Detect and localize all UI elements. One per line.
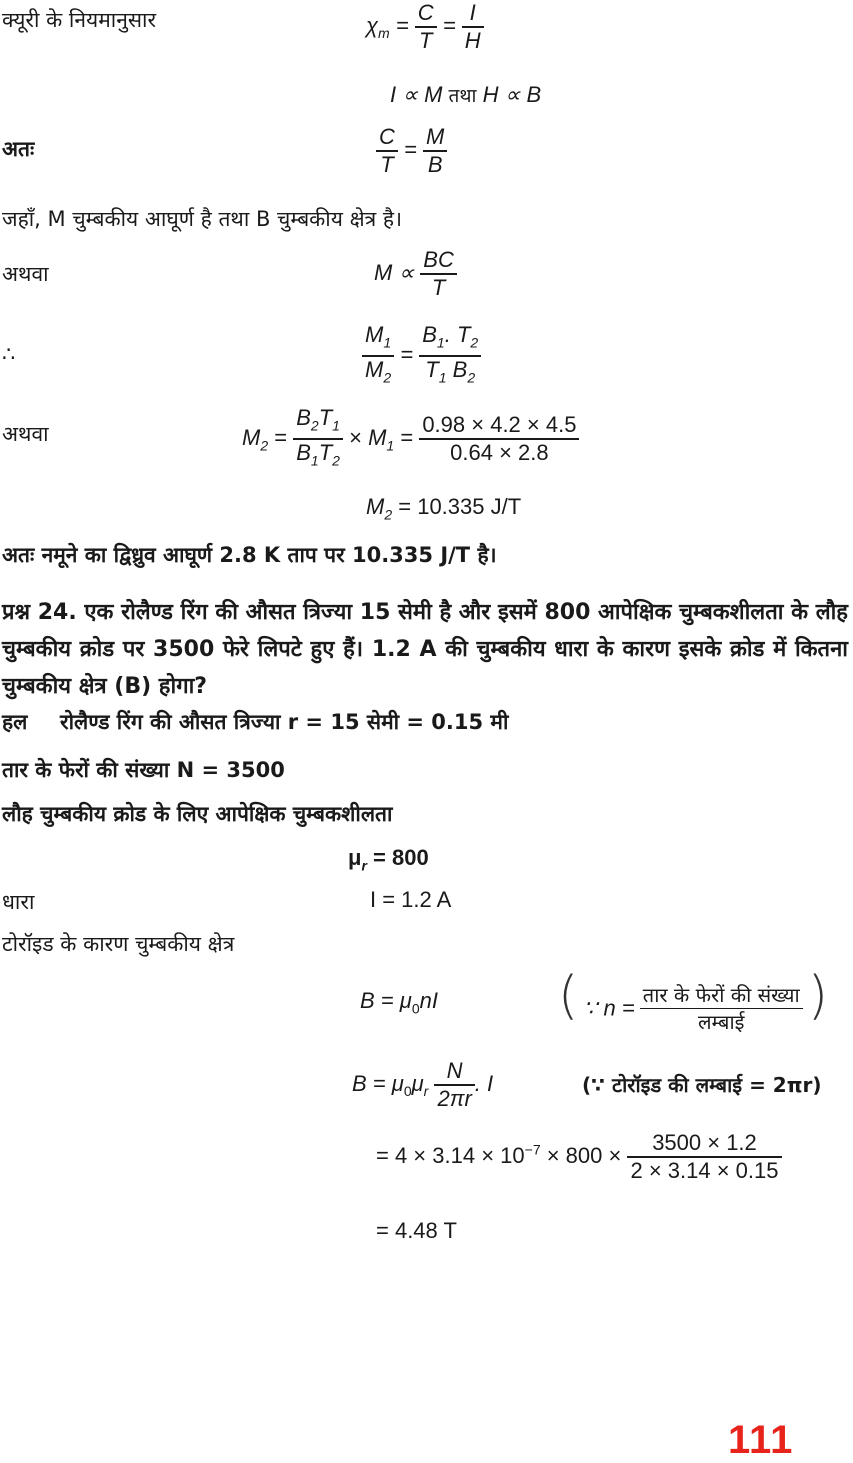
atah-label: अतः [2, 137, 35, 161]
m2-equation: $M_2$ = $\frac{B_2T_1}{B_1T_2}$ × $M_1$ = $\frac{0.98 \times 4.2 \times 4.5}{0.64 \times 2.8}$ [242, 405, 579, 474]
mu-r-equation: $\mu_r = 800$ [348, 845, 429, 874]
question-24: प्रश्न 24. एक रोलैण्ड रिंग की औसत त्रिज्या 15 सेमी है और इसमें 800 आपेक्षिक चुम्बकशीलता के लौह चुम्बकीय क्रोड पर 3500 फेरे लिपटे हुए हैं। 1.2 A की चुम्बकीय धारा के कारण इसके क्रोड में कितना चुम्बकीय क्षेत्र (B) होगा? [2, 600, 848, 699]
radius-line: रोलैण्ड रिंग की औसत त्रिज्या r = 15 सेमी = 0.15 मी [60, 710, 509, 734]
b-full-equation: $B = \mu_0\mu_r$ $\frac{N}{2\pi r}$ . I [352, 1058, 494, 1111]
definition-line: जहाँ, M चुम्बकीय आघूर्ण है तथा B चुम्बकीय क्षेत्र है। [2, 207, 403, 231]
b-mu0ni-equation: $B = \mu_0nI$ [360, 988, 438, 1017]
ct-mb-equation: $\frac{C}{T}$ = $\frac{M}{B}$ [376, 124, 447, 178]
page-number: 111 [728, 1418, 794, 1462]
curie-label: क्यूरी के नियमानुसार [2, 8, 157, 32]
toroid-field-label: टोरॉइड के कारण चुम्बकीय क्षेत्र [2, 932, 235, 956]
m2-result: $M_2 = 10.335$ J/T [366, 494, 522, 523]
toroid-length-note: (∵ टोरॉइड की लम्बाई = 2πr) [582, 1073, 822, 1097]
proportionality-line: I ∝ M तथा H ∝ B [390, 82, 542, 107]
solution-label: हल [2, 710, 28, 734]
current-equation: I = 1.2 A [370, 887, 452, 912]
calculation-line: = $4 \times 3.14 \times 10^{-7} \times 800$ × $\frac{3500 \times 1.2}{2 \times 3.14 \times 0.15}$ [376, 1130, 782, 1184]
athva-label-1: अथवा [2, 262, 49, 286]
permeability-line: लौह चुम्बकीय क्रोड के लिए आपेक्षिक चुम्बकशीलता [2, 802, 393, 826]
final-result: = 4.48 T [376, 1218, 457, 1243]
n-definition: ( ∵ n = $\frac{\text{तार के फेरों की संख्या}}{\text{लम्बाई}}$ ) [558, 966, 829, 1034]
turns-line: तार के फेरों की संख्या N = 3500 [2, 758, 285, 782]
ratio-equation: $\frac{M_1}{M_2}$ = $\frac{B_1. T_2}{T_1 B_2}$ [362, 322, 481, 391]
curie-equation: $\chi_m$ = $\frac{C}{T}$ = $\frac{I}{H}$ [366, 0, 484, 54]
athva-label-2: अथवा [2, 422, 49, 446]
conclusion-line: अतः नमूने का द्विध्रुव आघूर्ण 2.8 K ताप पर 10.335 J/T है। [2, 543, 497, 567]
current-label: धारा [2, 890, 35, 914]
m-prop-equation: M ∝ $\frac{BC}{T}$ [374, 247, 457, 301]
therefore-symbol: ∴ [2, 342, 16, 366]
